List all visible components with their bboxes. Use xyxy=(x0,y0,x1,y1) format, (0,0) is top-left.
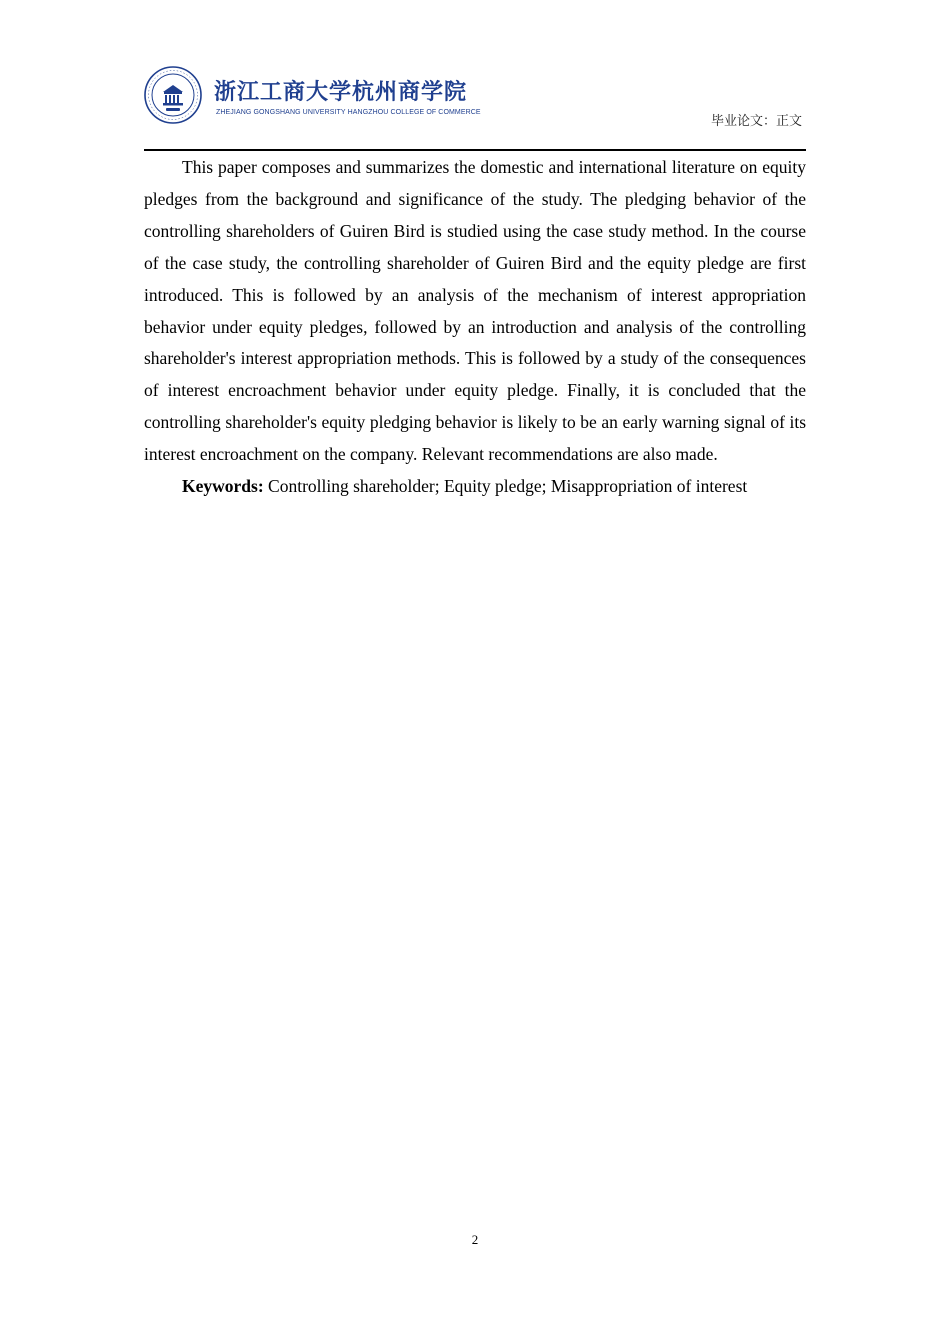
university-name-en: ZHEJIANG GONGSHANG UNIVERSITY HANGZHOU COLLEGE OF COMMERCE xyxy=(216,109,481,116)
university-logo-chinese xyxy=(214,79,467,105)
college-name-cn: 杭州商学院 xyxy=(352,79,468,105)
university-name-cn: 浙江工商大学 xyxy=(214,79,353,105)
keywords-label: Keywords: xyxy=(182,476,264,497)
keywords-line xyxy=(144,471,806,503)
header-divider xyxy=(144,149,806,151)
keywords-text: Controlling shareholder; Equity pledge; Misappropriation of interest xyxy=(263,476,748,497)
university-seal-icon xyxy=(144,66,202,124)
page-number: 2 xyxy=(471,1232,479,1247)
section-label: 毕业论文：正文 xyxy=(710,114,802,129)
abstract-paragraph: This paper composes and summarizes the domestic and international literature on equity pledges from the background and significance of the study. The pledging behavior of the controlling shareholders of Guiren Bird is studied using the case study method. In the course of the case study, the controlling shareholder of Guiren Bird and the equity pledge are first introduced. This is followed by an analysis of the mechanism of interest appropriation behavior under equity pledges, followed by an introduction and analysis of the controlling shareholder's interest appropriation methods. This is followed by a study of the consequences of interest encroachment behavior under equity pledge. Finally, it is concluded that the controlling shareholder's equity pledging behavior is likely to be an early warning signal of its interest encroachment on the company. Relevant recommendations are also made. xyxy=(144,157,806,465)
page-header xyxy=(144,66,806,150)
abstract-body xyxy=(144,152,806,503)
